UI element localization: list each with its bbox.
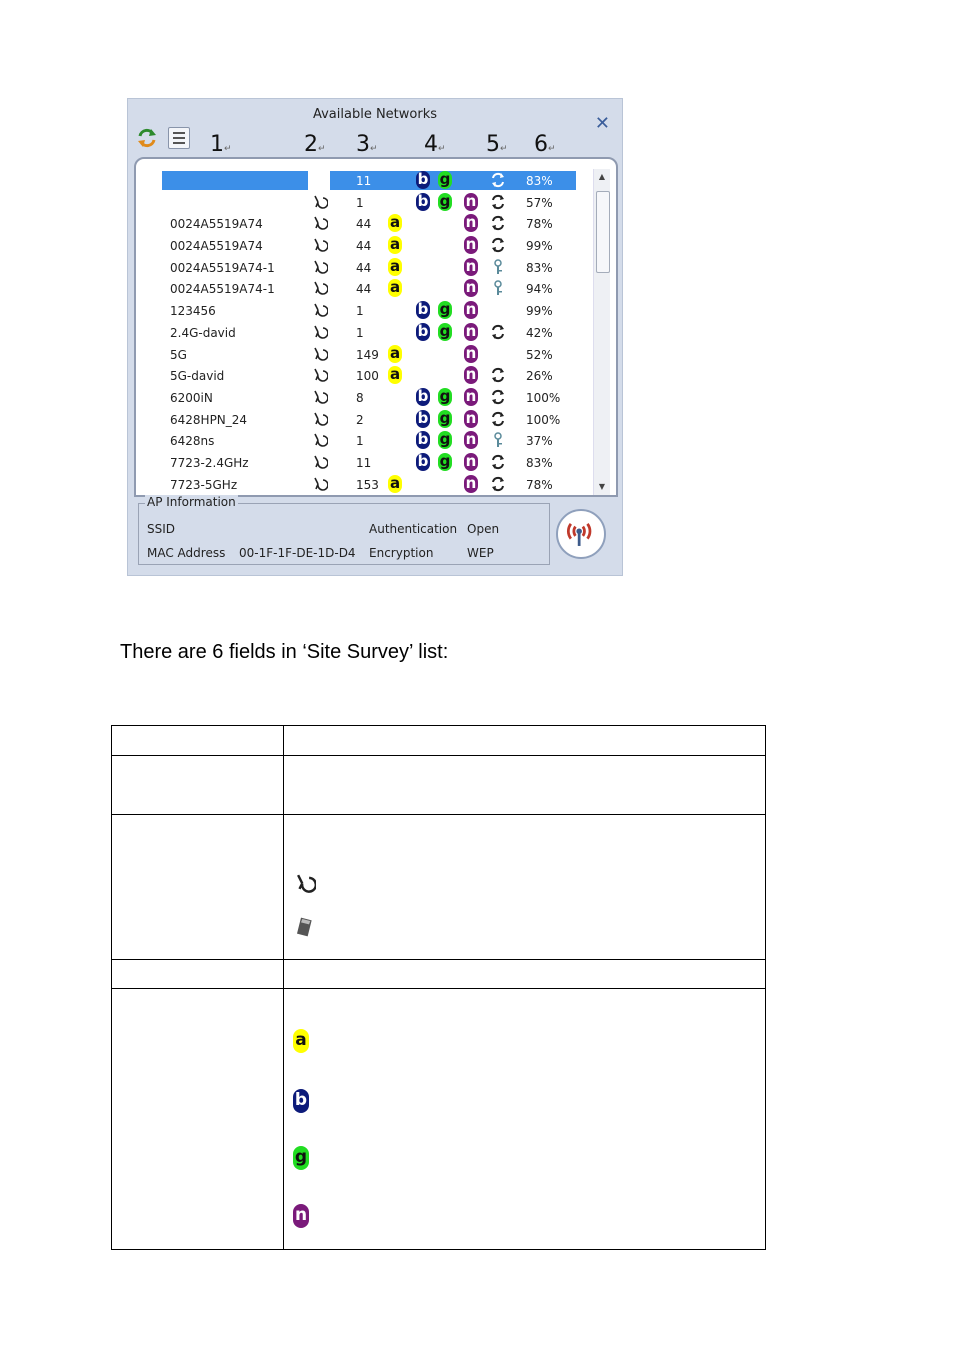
band-b-icon: b bbox=[417, 386, 429, 405]
network-row[interactable] bbox=[136, 410, 596, 432]
band-n-icon: n bbox=[465, 343, 477, 362]
network-ssid: 0024A5519A74 bbox=[170, 239, 263, 254]
infrastructure-ap-icon bbox=[312, 215, 328, 231]
network-channel: 44 bbox=[356, 282, 372, 297]
wpa-security-icon bbox=[490, 172, 506, 188]
wpa-security-icon bbox=[490, 476, 506, 492]
mac-address-value: 00-1F-1F-DE-1D-D4 bbox=[239, 546, 356, 560]
band-n-icon: n bbox=[465, 386, 477, 405]
vertical-scrollbar[interactable] bbox=[593, 169, 610, 495]
infrastructure-ap-icon bbox=[312, 280, 328, 296]
band-n-icon: n bbox=[465, 408, 477, 427]
network-signal: 100% bbox=[526, 390, 561, 405]
network-ssid: 6200iN bbox=[170, 390, 213, 405]
network-row[interactable] bbox=[136, 301, 596, 323]
network-signal: 37% bbox=[526, 434, 553, 449]
table-cell bbox=[112, 756, 284, 815]
network-row[interactable] bbox=[136, 214, 596, 236]
network-row[interactable] bbox=[136, 279, 596, 301]
band-b-icon: b bbox=[417, 170, 429, 188]
band-b-icon: b bbox=[417, 408, 429, 427]
table-cell bbox=[284, 756, 766, 815]
band-b-icon: b bbox=[417, 321, 429, 340]
scroll-thumb[interactable] bbox=[596, 191, 610, 273]
network-list bbox=[134, 157, 618, 497]
network-ssid: 0024A5519A74-1 bbox=[170, 260, 275, 275]
band-a-icon: a bbox=[389, 343, 401, 362]
band-g-icon: g bbox=[439, 300, 451, 319]
wpa-security-icon bbox=[490, 237, 506, 253]
infrastructure-ap-icon bbox=[312, 367, 328, 383]
table-row bbox=[112, 726, 766, 756]
infrastructure-ap-icon bbox=[312, 411, 328, 427]
table-cell bbox=[112, 960, 284, 989]
encryption-value: WEP bbox=[467, 546, 494, 560]
band-g-icon: g bbox=[439, 170, 451, 188]
table-row bbox=[112, 960, 766, 989]
network-channel: 149 bbox=[356, 347, 379, 362]
table-cell bbox=[112, 726, 284, 756]
band-g-icon: g bbox=[439, 451, 451, 470]
wep-key-icon bbox=[490, 432, 506, 448]
network-signal: 99% bbox=[526, 239, 553, 254]
network-ssid: 0024A5519A74 bbox=[170, 217, 263, 232]
table-cell bbox=[112, 815, 284, 960]
infrastructure-ap-icon bbox=[294, 871, 316, 893]
network-ssid: 5G-david bbox=[170, 369, 225, 384]
band-n-icon: n bbox=[465, 321, 477, 340]
network-row[interactable] bbox=[136, 323, 596, 345]
band-b-icon: b bbox=[417, 191, 429, 210]
scroll-up-icon[interactable]: ▲ bbox=[598, 172, 606, 181]
band-n-icon: n bbox=[465, 300, 477, 319]
band-b-icon: b bbox=[417, 300, 429, 319]
table-cell bbox=[284, 815, 766, 960]
table-row bbox=[112, 756, 766, 815]
infrastructure-ap-icon bbox=[312, 302, 328, 318]
window-title: Available Networks bbox=[312, 107, 438, 122]
wpa-security-icon bbox=[490, 194, 506, 210]
wpa-security-icon bbox=[490, 389, 506, 405]
band-n-icon: n bbox=[465, 235, 477, 254]
network-ssid: 7723-5GHz bbox=[170, 477, 238, 492]
site-survey-fields-table bbox=[111, 725, 766, 1250]
wpa-security-icon bbox=[490, 454, 506, 470]
selection-highlight bbox=[162, 171, 308, 190]
network-signal: 57% bbox=[526, 195, 553, 210]
band-n-icon: n bbox=[465, 365, 477, 384]
network-row[interactable] bbox=[136, 431, 596, 453]
table-cell bbox=[112, 989, 284, 1250]
wpa-security-icon bbox=[490, 367, 506, 383]
band-b-icon: b bbox=[293, 1089, 309, 1113]
band-b-icon: b bbox=[417, 451, 429, 470]
band-a-icon: a bbox=[389, 365, 401, 384]
network-signal: 42% bbox=[526, 325, 553, 340]
wps-button[interactable] bbox=[556, 509, 606, 559]
adhoc-computer-icon bbox=[294, 915, 316, 939]
table-cell bbox=[284, 726, 766, 756]
network-signal: 83% bbox=[526, 455, 553, 470]
mac-address-label: MAC Address bbox=[147, 546, 226, 560]
network-signal: 83% bbox=[526, 260, 553, 275]
encryption-label: Encryption bbox=[369, 546, 434, 560]
network-row[interactable] bbox=[136, 475, 596, 497]
network-row[interactable] bbox=[136, 453, 596, 475]
infrastructure-ap-icon bbox=[312, 324, 328, 340]
network-channel: 8 bbox=[356, 390, 364, 405]
wireless-antenna-icon bbox=[558, 511, 604, 557]
infrastructure-ap-icon bbox=[312, 194, 328, 210]
network-channel: 1 bbox=[356, 325, 364, 340]
network-row[interactable] bbox=[136, 193, 596, 215]
column-number-3: 3↵ bbox=[356, 132, 378, 157]
wpa-security-icon bbox=[490, 324, 506, 340]
infrastructure-ap-icon bbox=[312, 454, 328, 470]
network-channel: 44 bbox=[356, 260, 372, 275]
band-n-icon: n bbox=[465, 430, 477, 449]
network-ssid: 5G bbox=[170, 347, 187, 362]
infrastructure-ap-icon bbox=[312, 432, 328, 448]
band-a-icon: a bbox=[389, 473, 401, 492]
network-ssid: 7723-2.4GHz bbox=[170, 455, 249, 470]
network-channel: 44 bbox=[356, 217, 372, 232]
network-row[interactable] bbox=[136, 171, 596, 193]
network-row[interactable] bbox=[136, 236, 596, 258]
table-cell bbox=[284, 989, 766, 1250]
network-ssid: 123456 bbox=[170, 304, 216, 319]
network-rows bbox=[136, 171, 596, 496]
network-row[interactable] bbox=[136, 258, 596, 280]
infrastructure-ap-icon bbox=[312, 259, 328, 275]
intro-text: There are 6 fields in ‘Site Survey’ list: bbox=[120, 641, 449, 663]
available-networks-window bbox=[127, 98, 623, 576]
wep-key-icon bbox=[490, 259, 506, 275]
band-a-icon: a bbox=[293, 1029, 309, 1053]
network-channel: 2 bbox=[356, 412, 364, 427]
column-number-5: 5↵ bbox=[486, 132, 508, 157]
scroll-down-icon[interactable]: ▼ bbox=[598, 482, 606, 491]
band-n-icon: n bbox=[293, 1204, 309, 1228]
table-row bbox=[112, 815, 766, 960]
network-signal: 78% bbox=[526, 477, 553, 492]
network-channel: 100 bbox=[356, 369, 379, 384]
network-channel: 11 bbox=[356, 455, 372, 470]
network-channel: 44 bbox=[356, 239, 372, 254]
network-ssid: 2.4G-david bbox=[170, 325, 236, 340]
infrastructure-ap-icon bbox=[312, 389, 328, 405]
network-signal: 100% bbox=[526, 412, 561, 427]
network-channel: 1 bbox=[356, 304, 364, 319]
list-view-icon[interactable] bbox=[168, 127, 190, 149]
wpa-security-icon bbox=[490, 411, 506, 427]
table-cell bbox=[284, 960, 766, 989]
ap-information-legend: AP Information bbox=[147, 495, 236, 509]
refresh-icon[interactable] bbox=[136, 127, 158, 149]
band-g-icon: g bbox=[439, 191, 451, 210]
network-row[interactable] bbox=[136, 366, 596, 388]
ap-information-box bbox=[138, 495, 550, 565]
network-row[interactable] bbox=[136, 345, 596, 367]
band-a-icon: a bbox=[389, 235, 401, 254]
authentication-label: Authentication bbox=[369, 522, 458, 536]
band-n-icon: n bbox=[465, 451, 477, 470]
column-number-1: 1↵ bbox=[210, 132, 232, 157]
wpa-security-icon bbox=[490, 215, 506, 231]
band-n-icon: n bbox=[465, 278, 477, 297]
authentication-value: Open bbox=[467, 522, 500, 536]
network-row[interactable] bbox=[136, 388, 596, 410]
band-n-icon: n bbox=[465, 256, 477, 275]
band-n-icon: n bbox=[465, 191, 477, 210]
band-n-icon: n bbox=[465, 473, 477, 492]
band-g-icon: g bbox=[293, 1146, 309, 1170]
band-a-icon: a bbox=[389, 256, 401, 275]
table-row bbox=[112, 989, 766, 1250]
network-ssid: 6428ns bbox=[170, 434, 215, 449]
band-n-icon: n bbox=[465, 213, 477, 232]
network-channel: 1 bbox=[356, 434, 364, 449]
network-signal: 99% bbox=[526, 304, 553, 319]
column-number-2: 2↵ bbox=[304, 132, 326, 157]
column-number-4: 4↵ bbox=[424, 132, 446, 157]
band-b-icon: b bbox=[417, 430, 429, 449]
band-g-icon: g bbox=[439, 408, 451, 427]
band-g-icon: g bbox=[439, 386, 451, 405]
network-signal: 26% bbox=[526, 369, 553, 384]
infrastructure-ap-icon bbox=[312, 476, 328, 492]
infrastructure-ap-icon bbox=[312, 346, 328, 362]
band-a-icon: a bbox=[389, 213, 401, 232]
band-a-icon: a bbox=[389, 278, 401, 297]
band-g-icon: g bbox=[439, 321, 451, 340]
infrastructure-ap-icon bbox=[312, 237, 328, 253]
ssid-label: SSID bbox=[147, 522, 176, 536]
network-channel: 153 bbox=[356, 477, 379, 492]
network-signal: 83% bbox=[526, 174, 553, 188]
network-signal: 78% bbox=[526, 217, 553, 232]
column-number-6: 6↵ bbox=[534, 132, 556, 157]
network-channel: 11 bbox=[356, 174, 372, 188]
network-channel: 1 bbox=[356, 195, 364, 210]
infrastructure-ap-icon bbox=[312, 172, 328, 188]
network-signal: 94% bbox=[526, 282, 553, 297]
band-g-icon: g bbox=[439, 430, 451, 449]
network-signal: 52% bbox=[526, 347, 553, 362]
network-ssid: 6428HPN_24 bbox=[170, 412, 248, 427]
close-icon[interactable]: ✕ bbox=[594, 113, 610, 134]
network-ssid: 0024A5519A74-1 bbox=[170, 282, 275, 297]
wep-key-icon bbox=[490, 280, 506, 296]
